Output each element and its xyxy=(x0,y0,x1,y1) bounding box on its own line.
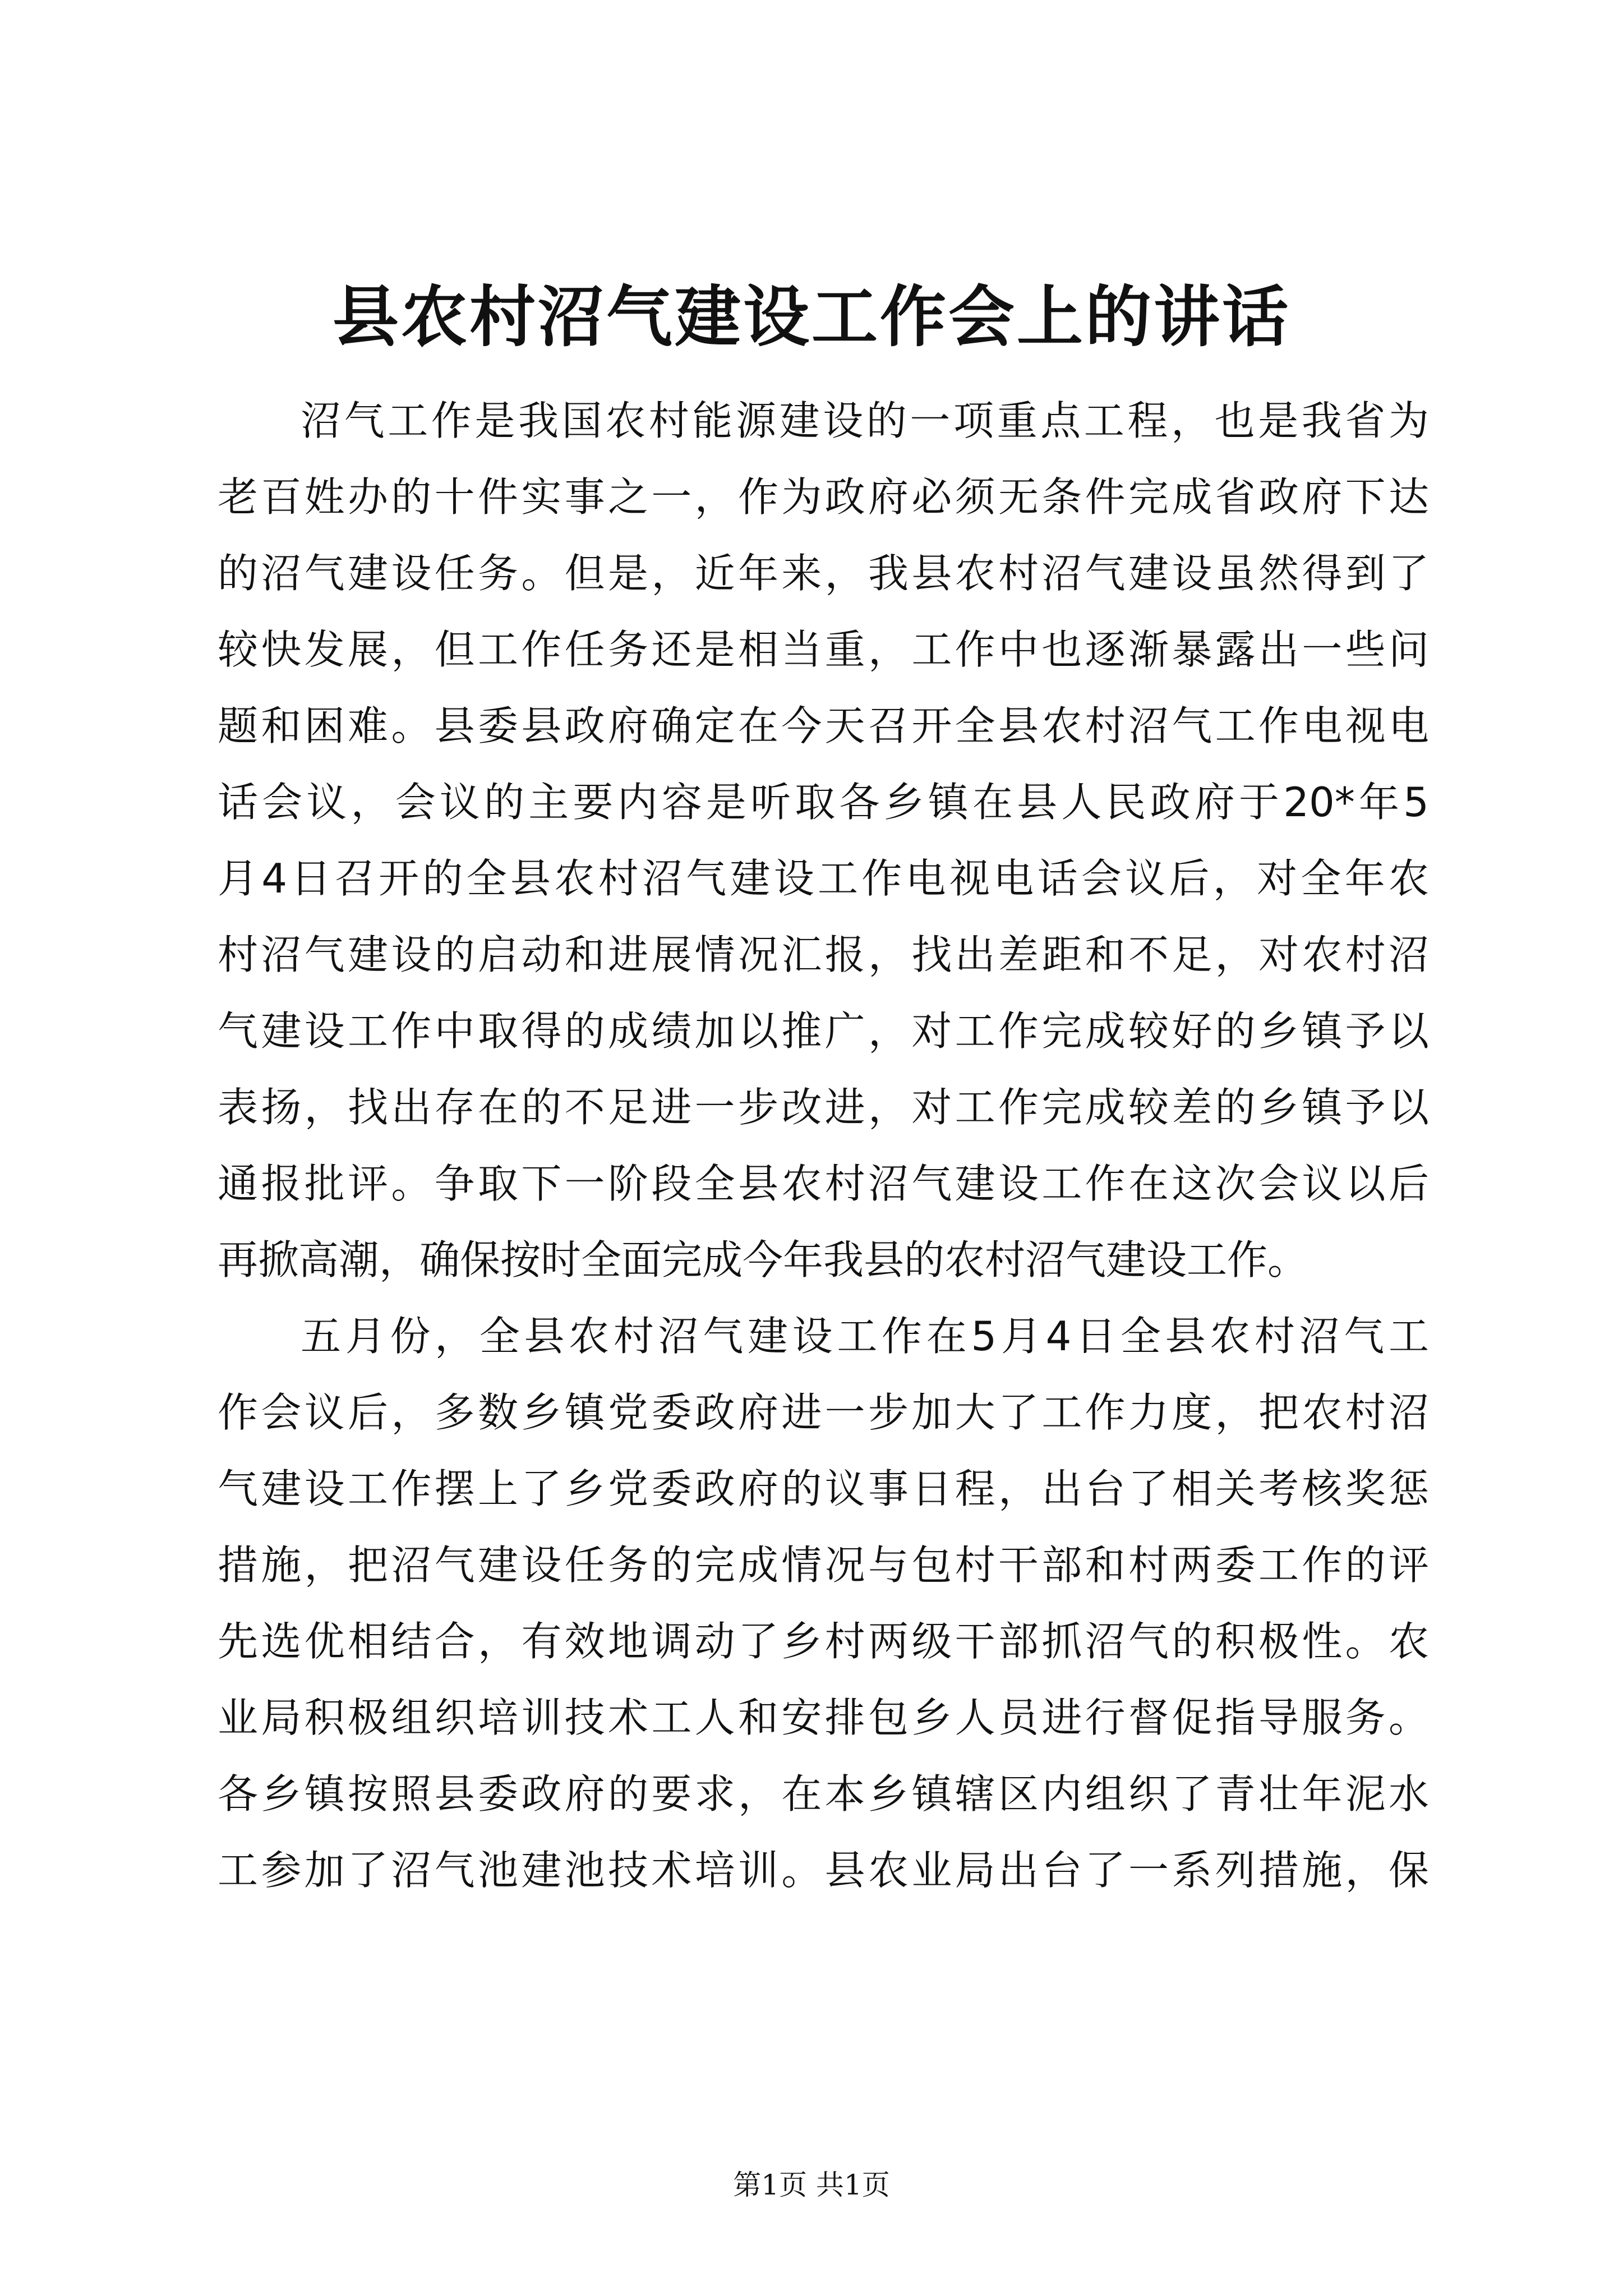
body-line: 表扬，找出存在的不足进一步改进，对工作完成较差的乡镇予以 xyxy=(218,1084,1429,1131)
body-line: 题和困难。县委县政府确定在今天召开全县农村沼气工作电视电 xyxy=(218,702,1429,749)
body-line: 通报批评。争取下一阶段全县农村沼气建设工作在这次会议以后 xyxy=(218,1160,1429,1207)
body-line: 较快发展，但工作任务还是相当重，工作中也逐渐暴露出一些问 xyxy=(218,626,1429,673)
body-line: 气建设工作摆上了乡党委政府的议事日程，出台了相关考核奖惩 xyxy=(218,1465,1429,1512)
body-line: 话会议，会议的主要内容是听取各乡镇在县人民政府于20*年5 xyxy=(218,779,1429,826)
body-line: 各乡镇按照县委政府的要求，在本乡镇辖区内组织了青壮年泥水 xyxy=(218,1770,1429,1818)
body-line: 村沼气建设的启动和进展情况汇报，找出差距和不足，对农村沼 xyxy=(218,931,1429,978)
body-line: 业局积极组织培训技术工人和安排包乡人员进行督促指导服务。 xyxy=(218,1694,1429,1741)
page-footer: 第1页 共1页 xyxy=(733,2169,890,2201)
body-line: 先选优相结合，有效地调动了乡村两级干部抓沼气的积极性。农 xyxy=(218,1618,1429,1665)
body-line: 的沼气建设任务。但是，近年来，我县农村沼气建设虽然得到了 xyxy=(218,550,1429,597)
body-line: 措施，把沼气建设任务的完成情况与包村干部和村两委工作的评 xyxy=(218,1542,1429,1589)
body-line: 作会议后，多数乡镇党委政府进一步加大了工作力度，把农村沼 xyxy=(218,1389,1429,1436)
body-line: 再掀高潮，确保按时全面完成今年我县的农村沼气建设工作。 xyxy=(218,1236,1308,1283)
body-line: 气建设工作中取得的成绩加以推广，对工作完成较好的乡镇予以 xyxy=(218,1007,1429,1055)
body-line: 沼气工作是我国农村能源建设的一项重点工程，也是我省为 xyxy=(301,397,1429,444)
document-title: 县农村沼气建设工作会上的讲话 xyxy=(332,278,1290,356)
body-line: 月4日召开的全县农村沼气建设工作电视电话会议后，对全年农 xyxy=(218,855,1429,902)
body-line: 五月份，全县农村沼气建设工作在5月4日全县农村沼气工 xyxy=(301,1313,1429,1360)
body-line: 老百姓办的十件实事之一，作为政府必须无条件完成省政府下达 xyxy=(218,473,1429,521)
body-line: 工参加了沼气池建池技术培训。县农业局出台了一系列措施，保 xyxy=(218,1847,1429,1894)
